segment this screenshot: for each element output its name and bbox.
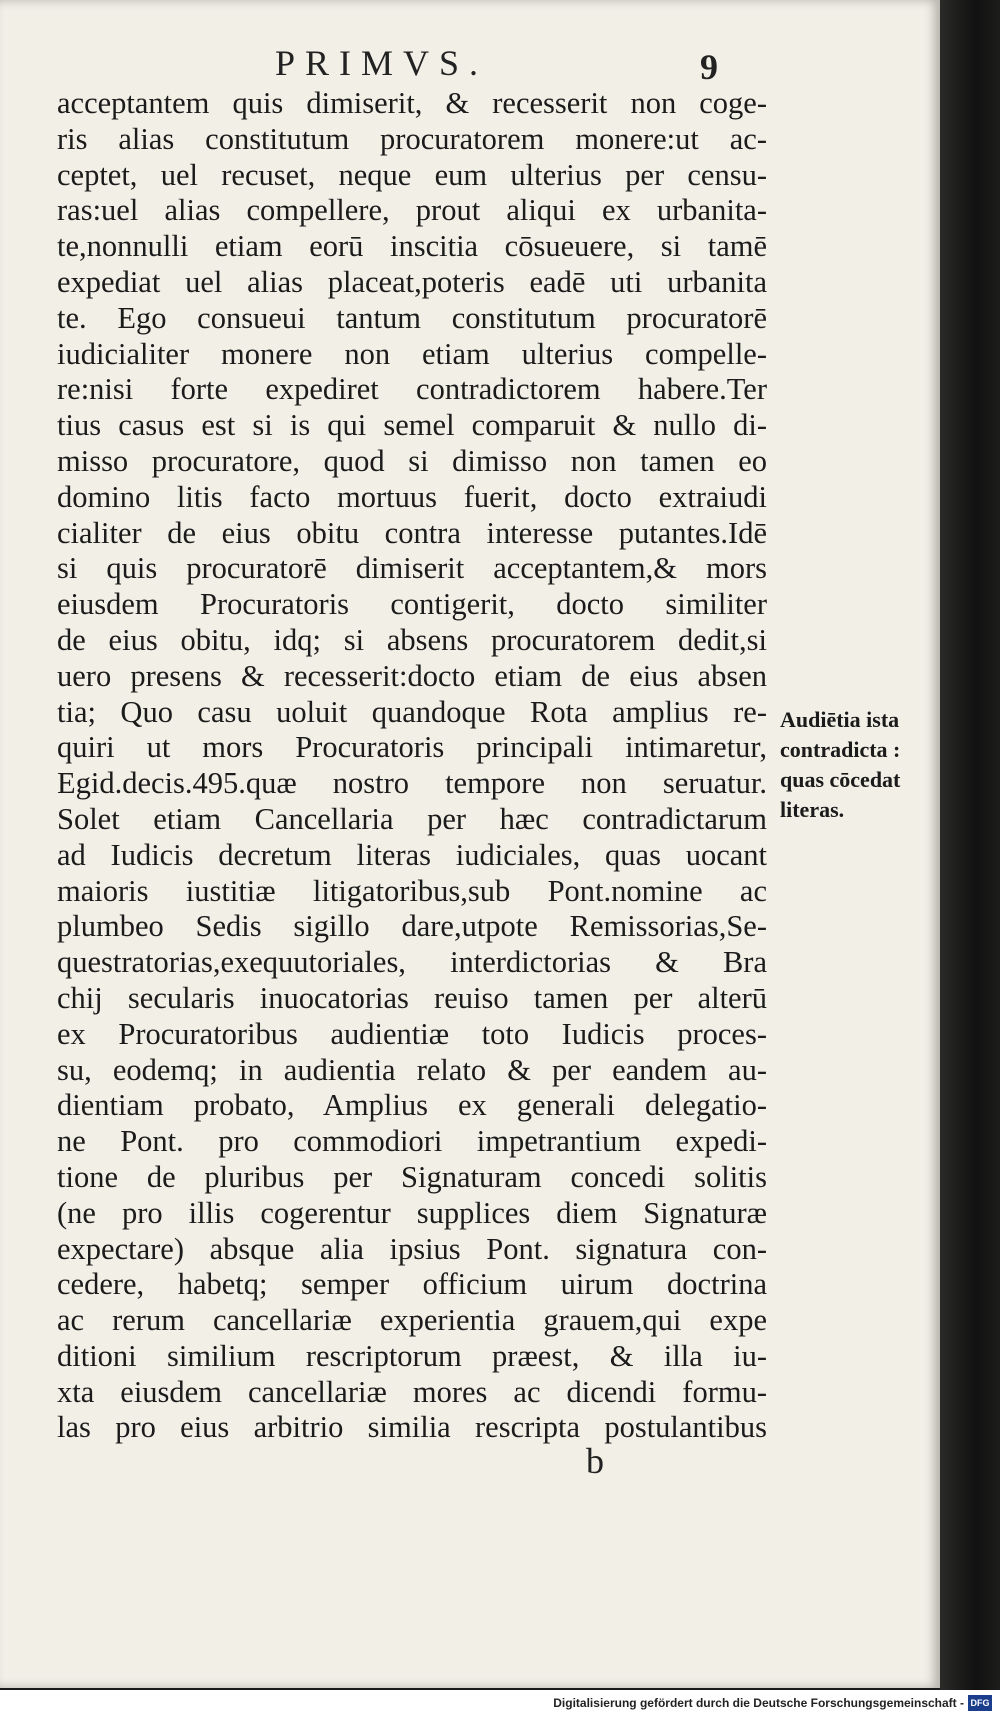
text-line: chij secularis inuocatorias reuiso tamen per alterū bbox=[57, 980, 767, 1015]
text-line: te,nonnulli etiam eorū inscitia cōsueuere, si tamē bbox=[57, 229, 767, 264]
text-line: Egid.decis.495.quæ nostro tempore non seruatur. bbox=[57, 766, 767, 801]
text-line: ris alias constitutum procuratorem monere:ut ac- bbox=[57, 121, 767, 156]
body-text bbox=[57, 86, 767, 1446]
text-line: plumbeo Sedis sigillo dare,utpote Remissorias,Se- bbox=[57, 909, 767, 944]
text-line: las pro eius arbitrio similia rescripta postulantibus bbox=[57, 1410, 767, 1445]
text-line: expediat uel alias placeat,poteris eadē uti urbanita bbox=[57, 264, 767, 299]
text-line: ras:uel alias compellere, prout aliqui ex urbanita- bbox=[57, 193, 767, 228]
text-line: questratorias,exequutoriales, interdictorias & Bra bbox=[57, 945, 767, 980]
text-line: tius casus est si is qui semel comparuit & nullo di- bbox=[57, 408, 767, 443]
text-line: Solet etiam Cancellaria per hæc contradictarum bbox=[57, 801, 767, 836]
text-line: misso procuratore, quod si dimisso non tamen eo bbox=[57, 443, 767, 478]
running-header: PRIMVS. bbox=[275, 43, 489, 83]
text-line: ditioni similium rescriptorum præest, & illa iu- bbox=[57, 1338, 767, 1373]
marginal-note-line: quas cōcedat bbox=[780, 767, 901, 792]
text-line: tione de pluribus per Signaturam concedi solitis bbox=[57, 1159, 767, 1194]
text-line: su, eodemq; in audientia relato & per eandem au- bbox=[57, 1052, 767, 1087]
text-line: domino litis facto mortuus fuerit, docto extraiudi bbox=[57, 479, 767, 514]
text-line: expectare) absque alia ipsius Pont. signatura con- bbox=[57, 1231, 767, 1266]
digitization-footer bbox=[0, 1690, 1000, 1718]
text-line: ceptet, uel recuset, neque eum ulterius per censu- bbox=[57, 157, 767, 192]
signature-mark: b bbox=[586, 1441, 604, 1481]
text-line: cedere, habetq; semper officium uirum doctrina bbox=[57, 1267, 767, 1302]
page-number: 9 bbox=[700, 47, 718, 87]
text-line: uero presens & recesserit:docto etiam de eius absen bbox=[57, 658, 767, 693]
text-line: quiri ut mors Procuratoris principali intimaretur, bbox=[57, 730, 767, 765]
text-line: xta eiusdem cancellariæ mores ac dicendi formu- bbox=[57, 1374, 767, 1409]
text-line: re:nisi forte expediret contradictorem habere.Ter bbox=[57, 372, 767, 407]
text-line: te. Ego consueui tantum constitutum procuratorē bbox=[57, 300, 767, 335]
text-line: (ne pro illis cogerentur supplices diem Signaturæ bbox=[57, 1195, 767, 1230]
marginal-note-line: contradicta : bbox=[780, 737, 901, 762]
funding-credit: Digitalisierung gefördert durch die Deutsche Forschungsgemeinschaft - bbox=[553, 1696, 964, 1710]
text-line: ex Procuratoribus audientiæ toto Iudicis proces- bbox=[57, 1016, 767, 1051]
marginal-note bbox=[780, 705, 940, 825]
text-line: si quis procuratorē dimiserit acceptantem,& mors bbox=[57, 551, 767, 586]
marginal-note-line: literas. bbox=[780, 797, 845, 822]
text-line: eiusdem Procuratoris contigerit, docto similiter bbox=[57, 587, 767, 622]
text-line: tia; Quo casu uoluit quandoque Rota amplius re- bbox=[57, 694, 767, 729]
adjacent-page-edge bbox=[940, 0, 1000, 1690]
text-line: cialiter de eius obitu contra interesse putantes.Idē bbox=[57, 515, 767, 550]
text-line: de eius obitu, idq; si absens procuratorem dedit,si bbox=[57, 622, 767, 657]
text-line: acceptantem quis dimiserit, & recesserit non coge- bbox=[57, 86, 767, 120]
dfg-logo: DFG bbox=[968, 1695, 992, 1711]
text-line: dientiam probato, Amplius ex generali delegatio- bbox=[57, 1088, 767, 1123]
text-line: ne Pont. pro commodiori impetrantium expedi- bbox=[57, 1124, 767, 1159]
text-line: ad Iudicis decretum literas iudiciales, quas uocant bbox=[57, 837, 767, 872]
text-line: maioris iustitiæ litigatoribus,sub Pont.nomine ac bbox=[57, 873, 767, 908]
marginal-note-line: Audiētia ista bbox=[780, 707, 900, 732]
text-line: iudicialiter monere non etiam ulterius compelle- bbox=[57, 336, 767, 371]
text-line: ac rerum cancellariæ experientia grauem,qui expe bbox=[57, 1303, 767, 1338]
